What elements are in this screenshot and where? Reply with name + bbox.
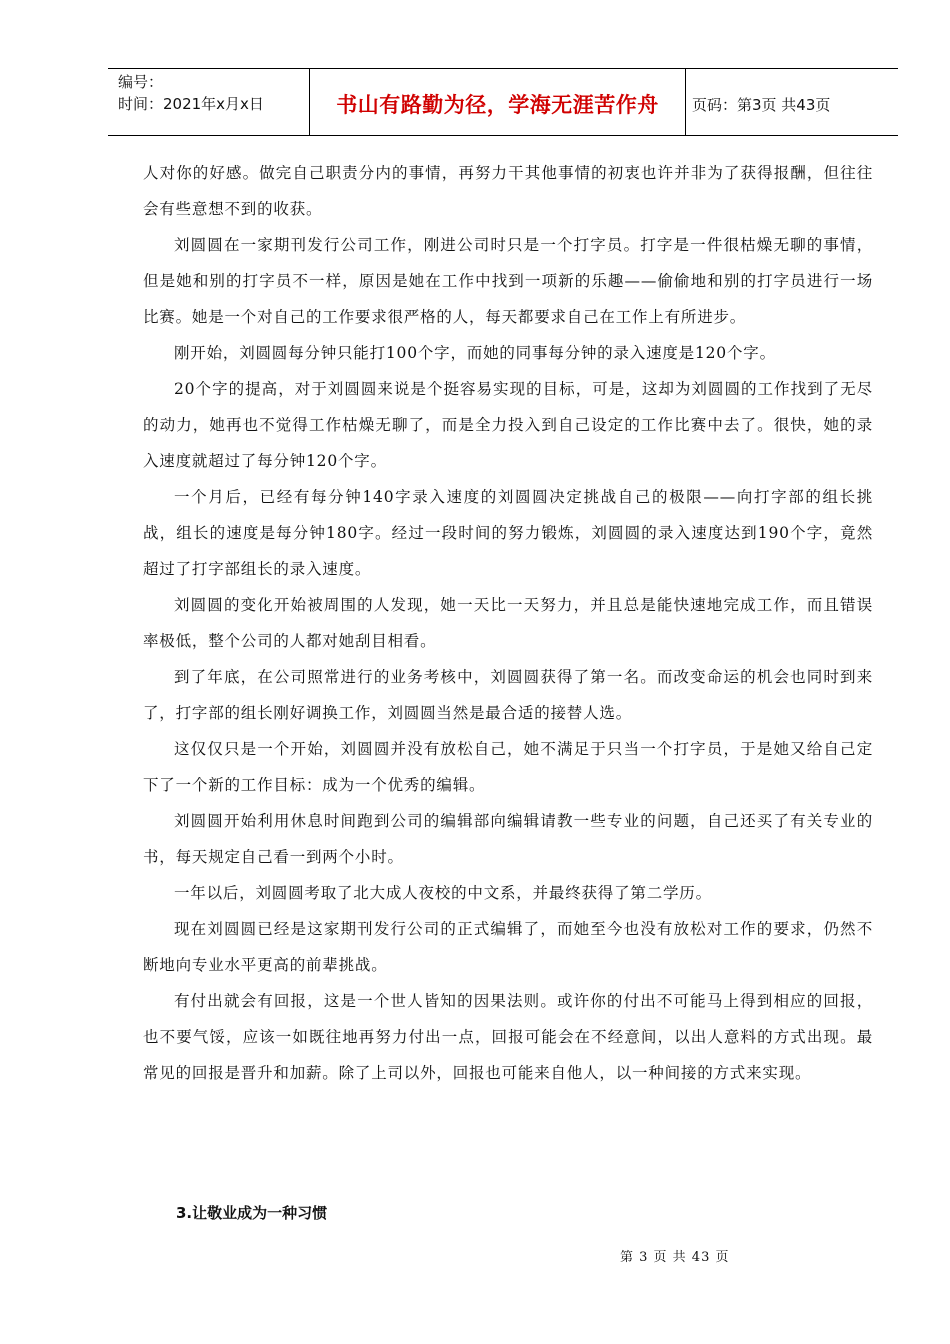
paragraph: 刘圆圆在一家期刊发行公司工作，刚进公司时只是一个打字员。打字是一件很枯燥无聊的事情，但是她和别的打字员不一样，原因是她在工作中找到一项新的乐趣——偷偷地和别的打字员进行一场比赛。她是一个对自己的工作要求很严格的人，每天都要求自己在工作上有所进步。 bbox=[143, 236, 873, 326]
paragraph-continuation: 人对你的好感。做完自己职责分内的事情，再努力干其他事情的初衷也许并非为了获得报酬，但往往会有些意想不到的收获。 bbox=[143, 164, 873, 218]
paragraph: 刘圆圆开始利用休息时间跑到公司的编辑部向编辑请教一些专业的问题，自己还买了有关专业的书，每天规定自己看一到两个小时。 bbox=[143, 812, 873, 866]
section-heading: 3.让敬业成为一种习惯 bbox=[176, 1204, 328, 1222]
paragraph: 20个字的提高，对于刘圆圆来说是个挺容易实现的目标，可是，这却为刘圆圆的工作找到了无尽的动力，她再也不觉得工作枯燥无聊了，而是全力投入到自己设定的工作比赛中去了。很快，她的录入速度就超过了每分钟120个字。 bbox=[143, 380, 873, 470]
paragraph: 这仅仅只是一个开始，刘圆圆并没有放松自己，她不满足于只当一个打字员，于是她又给自己定下了一个新的工作目标：成为一个优秀的编辑。 bbox=[143, 740, 873, 794]
paragraph: 刚开始，刘圆圆每分钟只能打100个字，而她的同事每分钟的录入速度是120个字。 bbox=[174, 344, 776, 362]
paragraph: 一年以后，刘圆圆考取了北大成人夜校的中文系，并最终获得了第二学历。 bbox=[174, 884, 712, 902]
header-date-label: 时间：2021年x月x日 bbox=[118, 95, 264, 113]
paragraph: 有付出就会有回报，这是一个世人皆知的因果法则。或许你的付出不可能马上得到相应的回报，也不要气馁，应该一如既往地再努力付出一点，回报可能会在不经意间，以出人意料的方式出现。最常见的回报是晋升和加薪。除了上司以外，回报也可能来自他人，以一种间接的方式来实现。 bbox=[143, 992, 873, 1082]
page-header bbox=[108, 68, 898, 136]
header-meta bbox=[108, 69, 310, 135]
paragraph: 现在刘圆圆已经是这家期刊发行公司的正式编辑了，而她至今也没有放松对工作的要求，仍然不断地向专业水平更高的前辈挑战。 bbox=[143, 920, 873, 974]
page-footer: 第 3 页 共 43 页 bbox=[620, 1250, 730, 1265]
paragraph: 到了年底，在公司照常进行的业务考核中，刘圆圆获得了第一名。而改变命运的机会也同时到来了，打字部的组长刚好调换工作，刘圆圆当然是最合适的接替人选。 bbox=[143, 668, 873, 722]
paragraph: 刘圆圆的变化开始被周围的人发现，她一天比一天努力，并且总是能快速地完成工作，而且错误率极低，整个公司的人都对她刮目相看。 bbox=[143, 596, 873, 650]
header-number-label: 编号： bbox=[118, 73, 164, 91]
document-body bbox=[143, 155, 873, 1091]
header-page-info: 页码：第3页 共43页 bbox=[692, 95, 831, 114]
header-motto: 书山有路勤为径，学海无涯苦作舟 bbox=[310, 69, 686, 135]
paragraph: 一个月后，已经有每分钟140字录入速度的刘圆圆决定挑战自己的极限——向打字部的组长挑战，组长的速度是每分钟180字。经过一段时间的努力锻炼，刘圆圆的录入速度达到190个字，竟然超过了打字部组长的录入速度。 bbox=[143, 488, 873, 578]
